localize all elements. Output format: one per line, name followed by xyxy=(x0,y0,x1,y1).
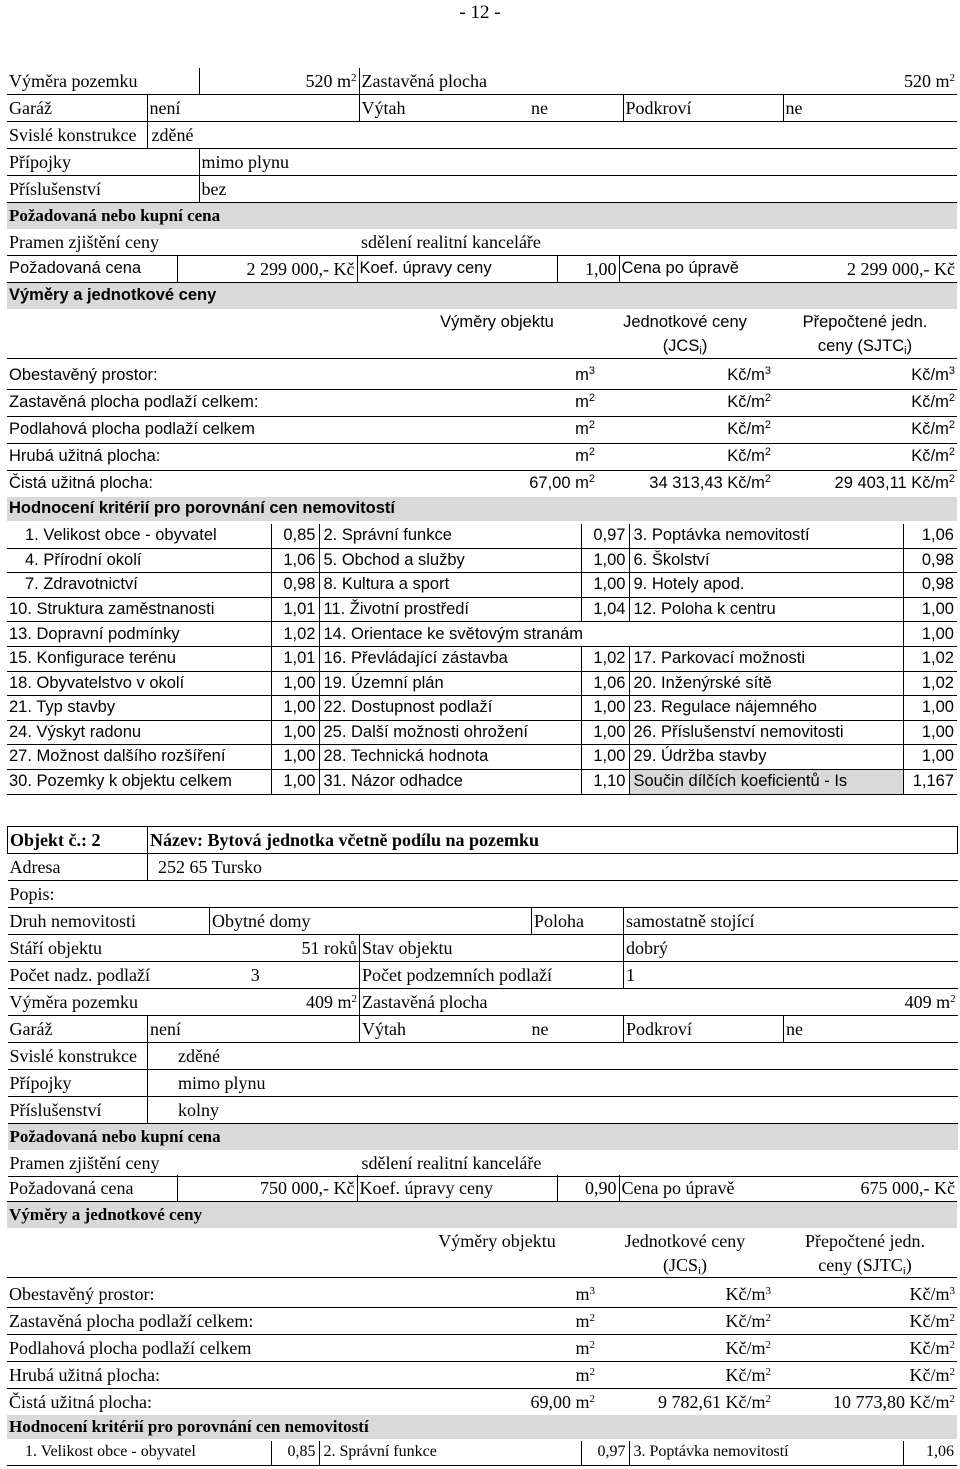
obj2-po-uprave-value: 675 000,- Kč xyxy=(860,1177,955,1198)
criteria-name: 7. Zdravotnictví xyxy=(25,575,138,594)
area-row-prepoctena: $Kč/m^2$ xyxy=(909,1310,955,1331)
criteria-row xyxy=(7,573,957,598)
criteria-coef: 1,02 xyxy=(581,646,629,671)
criteria-coef: 0,85 xyxy=(271,1441,319,1465)
obj2-podz-value: 1 xyxy=(624,962,958,989)
obj2-podkrovi-value: ne xyxy=(784,1016,958,1043)
criteria-coef: 1,00 xyxy=(903,720,957,745)
criteria-coef: 1,06 xyxy=(581,671,629,696)
criteria-coef: 1,06 xyxy=(903,524,957,548)
area-row-label: Čistá užitná plocha: xyxy=(9,474,153,493)
area-row-prepoctena: $Kč/m^3$ xyxy=(911,365,955,385)
criteria-coef: 1,00 xyxy=(581,745,629,770)
criteria-coef: 0,98 xyxy=(903,573,957,598)
criteria-name: 24. Výskyt radonu xyxy=(9,722,142,741)
obj1-vytah-value: ne xyxy=(531,97,549,118)
obj2-podz-label: Počet podzemních podlaží xyxy=(360,962,624,989)
criteria-coef: 1,167 xyxy=(903,769,957,794)
area-row-prepoctena: 29 403,11 $Kč/m^2$ xyxy=(834,473,955,493)
criteria-name: 22. Dostupnost podlaží xyxy=(319,696,581,721)
obj2-hodnoceni-table xyxy=(7,1415,957,1439)
criteria-coef: 1,00 xyxy=(581,573,629,598)
obj2-garaz-label: Garáž xyxy=(9,1018,53,1039)
criteria-coef: 1,00 xyxy=(271,769,319,794)
criteria-name: 21. Typ stavby xyxy=(9,698,116,717)
obj2-garaz-value: není xyxy=(148,1016,360,1043)
criteria-name: 12. Poloha k centru xyxy=(629,597,903,622)
criteria-coef: 1,00 xyxy=(903,696,957,721)
area-row xyxy=(7,1308,957,1335)
obj2-zastavena-plocha-label: Zastavěná plocha xyxy=(360,989,624,1016)
criteria-name: 10. Struktura zaměstnanosti xyxy=(9,599,215,618)
area-row-label: Obestavěný prostor: xyxy=(9,1283,155,1304)
obj1-po-uprave-value: 2 299 000,- Kč xyxy=(847,258,955,279)
obj2-pramen-value: sdělení realitní kanceláře xyxy=(361,1152,542,1173)
obj1-basic-table xyxy=(7,68,957,256)
criteria-coef: 1,04 xyxy=(581,597,629,622)
obj1-col-prepoctene: Přepočtené jedn. ceny $(SJTC_i)$ xyxy=(802,313,928,357)
obj2-adresa-label: Adresa xyxy=(9,856,61,877)
obj1-koef-value: 1,00 xyxy=(557,256,619,283)
criteria-name: 15. Konfigurace terénu xyxy=(9,649,176,668)
obj2-criteria-table xyxy=(7,1441,957,1466)
criteria-row xyxy=(7,524,957,548)
criteria-coef: 0,98 xyxy=(271,573,319,598)
criteria-name: 9. Hotely apod. xyxy=(629,573,903,598)
criteria-coef: 1,06 xyxy=(271,548,319,573)
criteria-name: 18. Obyvatelstvo v okolí xyxy=(9,673,185,692)
area-row-vymera: $m^2$ xyxy=(575,392,595,412)
obj2-nadz-value: 3 xyxy=(250,964,260,985)
area-row xyxy=(7,1362,957,1389)
obj1-garaz-label: Garáž xyxy=(9,97,52,118)
obj2-price-table xyxy=(7,1175,957,1228)
obj2-prislusenstvi-value: kolny xyxy=(148,1097,958,1124)
area-row-vymera: $m^2$ xyxy=(575,1337,595,1358)
obj1-area-rows xyxy=(7,363,957,498)
criteria-coef: 1,00 xyxy=(581,720,629,745)
criteria-name: 26. Příslušenství nemovitosti xyxy=(629,720,903,745)
obj2-area-rows xyxy=(7,1281,957,1416)
criteria-name: 4. Přírodní okolí xyxy=(25,550,142,569)
criteria-coef: 1,10 xyxy=(581,769,629,794)
area-row xyxy=(7,1335,957,1362)
obj2-pramen-label: Pramen zjištění ceny xyxy=(9,1152,160,1173)
criteria-row xyxy=(7,1441,957,1465)
obj2-stav-value: dobrý xyxy=(624,935,958,962)
obj1-vymera-pozemku-value: 520 $m^2$ xyxy=(199,68,359,95)
criteria-name: 20. Inženýrské sítě xyxy=(629,671,903,696)
obj1-podkrovi-label: Podkroví xyxy=(623,95,783,122)
obj1-vymera-pozemku-label: Výměra pozemku xyxy=(9,70,138,91)
obj1-price-table xyxy=(7,256,957,309)
area-row-vymera: $m^3$ xyxy=(575,1283,595,1304)
criteria-coef: 1,00 xyxy=(271,745,319,770)
obj2-svisle-label: Svislé konstrukce xyxy=(9,1045,137,1066)
area-row-jednotkova: $Kč/m^3$ xyxy=(725,1283,771,1304)
area-row-prepoctena: $Kč/m^3$ xyxy=(909,1283,955,1304)
obj1-koef-label: Koef. úpravy ceny xyxy=(357,256,557,283)
obj1-prislusenstvi-label: Příslušenství xyxy=(9,178,102,199)
criteria-name: 1. Velikost obce - obyvatel xyxy=(25,526,217,545)
obj2-vymera-pozemku-value: 409 $m^2$ xyxy=(305,991,357,1012)
criteria-name: 3. Poptávka nemovitostí xyxy=(629,1441,903,1465)
area-row-label: Podlahová plocha podlaží celkem xyxy=(9,1337,252,1358)
obj1-prislusenstvi-value: bez xyxy=(199,176,957,203)
obj2-prislusenstvi-label: Příslušenství xyxy=(9,1099,102,1120)
area-row-vymera: $m^3$ xyxy=(575,365,595,385)
obj2-po-uprave-label: Cena po úpravě xyxy=(619,1175,799,1202)
area-row xyxy=(7,417,957,444)
obj1-garaz-value: není xyxy=(147,95,359,122)
obj2-poloha-value: samostatně stojící xyxy=(624,908,958,935)
area-row-label: Zastavěná plocha podlaží celkem: xyxy=(9,393,259,412)
obj1-podkrovi-value: ne xyxy=(783,95,957,122)
area-row-jednotkova: $Kč/m^2$ xyxy=(725,1364,771,1385)
obj1-hodnoceni-table xyxy=(7,497,957,521)
criteria-name: 17. Parkovací možnosti xyxy=(629,646,903,671)
obj2-basic-table xyxy=(7,826,958,1177)
criteria-coef: 1,00 xyxy=(903,745,957,770)
obj2-stari-value: 51 roků xyxy=(301,937,357,958)
obj2-nadz-label: Počet nadz. podlaží xyxy=(9,964,150,985)
area-row-label: Obestavěný prostor: xyxy=(9,366,158,385)
criteria-row xyxy=(7,597,957,622)
area-row-jednotkova: $Kč/m^2$ xyxy=(727,419,771,439)
criteria-name: 30. Pozemky k objektu celkem xyxy=(9,772,232,791)
obj1-pramen-value: sdělení realitní kanceláře xyxy=(361,231,541,252)
criteria-coef: 1,00 xyxy=(581,548,629,573)
criteria-coef: 1,00 xyxy=(581,696,629,721)
criteria-name: 28. Technická hodnota xyxy=(319,745,581,770)
criteria-row xyxy=(7,548,957,573)
criteria-name: 27. Možnost dalšího rozšíření xyxy=(9,747,226,766)
criteria-coef: 1,06 xyxy=(903,1441,957,1465)
criteria-row xyxy=(7,646,957,671)
obj1-pozadovana-label: Požadovaná cena xyxy=(9,259,142,278)
area-row-jednotkova: 34 313,43 $Kč/m^2$ xyxy=(649,473,771,493)
obj1-hodnoceni-header: Hodnocení kritérií pro porovnání cen nemovitostí xyxy=(7,497,957,521)
criteria-name: 25. Další možnosti ohrožení xyxy=(319,720,581,745)
criteria-name: 6. Školství xyxy=(629,548,903,573)
area-row-prepoctena: $Kč/m^2$ xyxy=(909,1364,955,1385)
area-row-vymera: $m^2$ xyxy=(575,1364,595,1385)
obj2-nazev: Název: Bytová jednotka včetně podílu na pozemku xyxy=(148,827,958,854)
criteria-coef: 1,01 xyxy=(271,646,319,671)
criteria-name: 13. Dopravní podmínky xyxy=(9,624,180,643)
criteria-name: 23. Regulace nájemného xyxy=(629,696,903,721)
criteria-coef: 0,97 xyxy=(581,1441,629,1465)
obj1-pozadovana-header: Požadovaná nebo kupní cena xyxy=(7,203,957,230)
criteria-row xyxy=(7,769,957,794)
area-row-vymera: $m^2$ xyxy=(575,419,595,439)
obj1-pripojky-value: mimo plynu xyxy=(199,149,957,176)
page-number: - 12 - xyxy=(459,2,501,23)
criteria-name: 2. Správní funkce xyxy=(319,1441,581,1465)
obj1-vymery-header: Výměry a jednotkové ceny xyxy=(7,283,957,310)
area-row-label: Zastavěná plocha podlaží celkem: xyxy=(9,1310,254,1331)
area-row-label: Podlahová plocha podlaží celkem xyxy=(9,420,255,439)
area-row-vymera: $m^2$ xyxy=(575,1310,595,1331)
obj1-svisle-label: Svislé konstrukce xyxy=(9,124,137,145)
criteria-name: 11. Životní prostředí xyxy=(319,597,581,622)
obj2-vytah-value: ne xyxy=(531,1018,549,1039)
obj2-stari-label: Stáří objektu xyxy=(9,937,102,958)
obj2-objekt-label: Objekt č.: 2 xyxy=(8,827,148,854)
obj1-vytah-label: Výtah xyxy=(359,95,531,122)
obj2-col-jednotkove: Jednotkové ceny $(JCS_i)$ xyxy=(624,1231,746,1277)
obj1-po-uprave-label: Cena po úpravě xyxy=(619,256,799,283)
criteria-row xyxy=(7,745,957,770)
criteria-name: 19. Územní plán xyxy=(319,671,581,696)
area-row-label: Hrubá užitná plocha: xyxy=(9,1364,160,1385)
criteria-coef: 1,00 xyxy=(903,597,957,622)
obj2-poloha-label: Poloha xyxy=(532,908,624,935)
obj2-units-table xyxy=(7,1229,957,1278)
obj2-vymera-pozemku-label: Výměra pozemku xyxy=(9,991,138,1012)
criteria-name: 5. Obchod a služby xyxy=(319,548,581,573)
obj2-svisle-value: zděné xyxy=(148,1043,958,1070)
criteria-name: 3. Poptávka nemovitostí xyxy=(629,524,903,548)
obj2-popis-label: Popis: xyxy=(9,883,55,904)
obj1-zastavena-plocha-label: Zastavěná plocha xyxy=(359,68,623,95)
obj2-pripojky-label: Přípojky xyxy=(9,1072,72,1093)
obj2-stav-label: Stav objektu xyxy=(360,935,624,962)
criteria-coef: 0,98 xyxy=(903,548,957,573)
obj1-svisle-value: zděné xyxy=(147,122,957,149)
area-row-jednotkova: 9 782,61 $Kč/m^2$ xyxy=(658,1391,771,1412)
criteria-row xyxy=(7,720,957,745)
area-row xyxy=(7,1281,957,1308)
criteria-name: 1. Velikost obce - obyvatel xyxy=(25,1443,196,1461)
area-row-prepoctena: $Kč/m^2$ xyxy=(909,1337,955,1358)
criteria-coef: 1,01 xyxy=(271,597,319,622)
criteria-coef: 1,00 xyxy=(903,622,957,647)
area-row-prepoctena: $Kč/m^2$ xyxy=(911,419,955,439)
criteria-row xyxy=(7,696,957,721)
obj2-zastavena-plocha-value: 409 $m^2$ xyxy=(904,991,956,1012)
criteria-name: 16. Převládající zástavba xyxy=(319,646,581,671)
criteria-name: Součin dílčích koeficientů - Is xyxy=(629,769,903,794)
area-row-label: Čistá užitná plocha: xyxy=(9,1391,152,1412)
obj2-pozadovana-value: 750 000,- Kč xyxy=(177,1175,357,1202)
criteria-name: 8. Kultura a sport xyxy=(319,573,581,598)
area-row-jednotkova: $Kč/m^2$ xyxy=(727,446,771,466)
obj2-pozadovana-label: Požadovaná cena xyxy=(9,1177,134,1198)
criteria-name: 29. Údržba stavby xyxy=(629,745,903,770)
area-row xyxy=(7,1389,957,1416)
obj2-koef-value: 0,90 xyxy=(557,1175,619,1202)
criteria-row xyxy=(7,622,957,647)
criteria-row xyxy=(7,671,957,696)
area-row-jednotkova: $Kč/m^2$ xyxy=(725,1310,771,1331)
criteria-coef: 1,02 xyxy=(903,646,957,671)
obj1-pripojky-label: Přípojky xyxy=(9,151,72,172)
obj2-vymery-header: Výměry a jednotkové ceny xyxy=(7,1202,957,1229)
criteria-coef: 0,85 xyxy=(271,524,319,548)
area-row xyxy=(7,363,957,390)
obj1-pramen-label: Pramen zjištění ceny xyxy=(9,231,159,252)
obj2-pozadovana-header: Požadovaná nebo kupní cena xyxy=(8,1124,958,1151)
criteria-coef: 1,02 xyxy=(271,622,319,647)
area-row-vymera: $m^2$ xyxy=(575,446,595,466)
area-row-vymera: 69,00 $m^2$ xyxy=(530,1391,595,1412)
criteria-coef: 1,00 xyxy=(271,671,319,696)
criteria-coef: 1,00 xyxy=(271,720,319,745)
obj2-druh-label: Druh nemovitosti xyxy=(9,910,136,931)
obj2-podkrovi-label: Podkroví xyxy=(624,1016,784,1043)
obj2-pripojky-value: mimo plynu xyxy=(148,1070,958,1097)
obj2-hodnoceni-header: Hodnocení kritérií pro porovnání cen nemovitostí xyxy=(7,1415,957,1439)
obj2-adresa-value: 252 65 Tursko xyxy=(148,854,958,881)
obj1-col-vymery: Výměry objektu xyxy=(440,313,554,331)
area-row-prepoctena: $Kč/m^2$ xyxy=(911,446,955,466)
criteria-name: 14. Orientace ke světovým stranám xyxy=(319,622,903,647)
area-row-jednotkova: $Kč/m^2$ xyxy=(725,1337,771,1358)
area-row-label: Hrubá užitná plocha: xyxy=(9,447,161,466)
obj2-col-vymery: Výměry objektu xyxy=(438,1231,556,1251)
criteria-coef: 1,02 xyxy=(903,671,957,696)
obj2-col-prepoctene: Přepočtené jedn. ceny $(SJTC_i)$ xyxy=(805,1231,925,1277)
area-row xyxy=(7,390,957,417)
obj1-pozadovana-value: 2 299 000,- Kč xyxy=(177,256,357,283)
criteria-coef: 0,97 xyxy=(581,524,629,548)
area-row xyxy=(7,471,957,498)
obj1-units-table xyxy=(7,310,957,359)
obj2-vytah-label: Výtah xyxy=(360,1016,532,1043)
area-row-jednotkova: $Kč/m^2$ xyxy=(727,392,771,412)
obj2-druh-value: Obytné domy xyxy=(210,908,532,935)
criteria-name: 2. Správní funkce xyxy=(319,524,581,548)
area-row-vymera: 67,00 $m^2$ xyxy=(529,473,595,493)
obj1-criteria-table xyxy=(7,524,957,795)
criteria-name: 31. Názor odhadce xyxy=(319,769,581,794)
obj2-koef-label: Koef. úpravy ceny xyxy=(357,1175,557,1202)
area-row-prepoctena: 10 773,80 $Kč/m^2$ xyxy=(833,1391,955,1412)
area-row xyxy=(7,444,957,471)
area-row-prepoctena: $Kč/m^2$ xyxy=(911,392,955,412)
area-row-jednotkova: $Kč/m^3$ xyxy=(727,365,771,385)
obj1-col-jednotkove: Jednotkové ceny $(JCS_i)$ xyxy=(623,313,747,357)
obj1-zastavena-plocha-value: 520 $m^2$ xyxy=(904,70,956,91)
criteria-coef: 1,00 xyxy=(271,696,319,721)
